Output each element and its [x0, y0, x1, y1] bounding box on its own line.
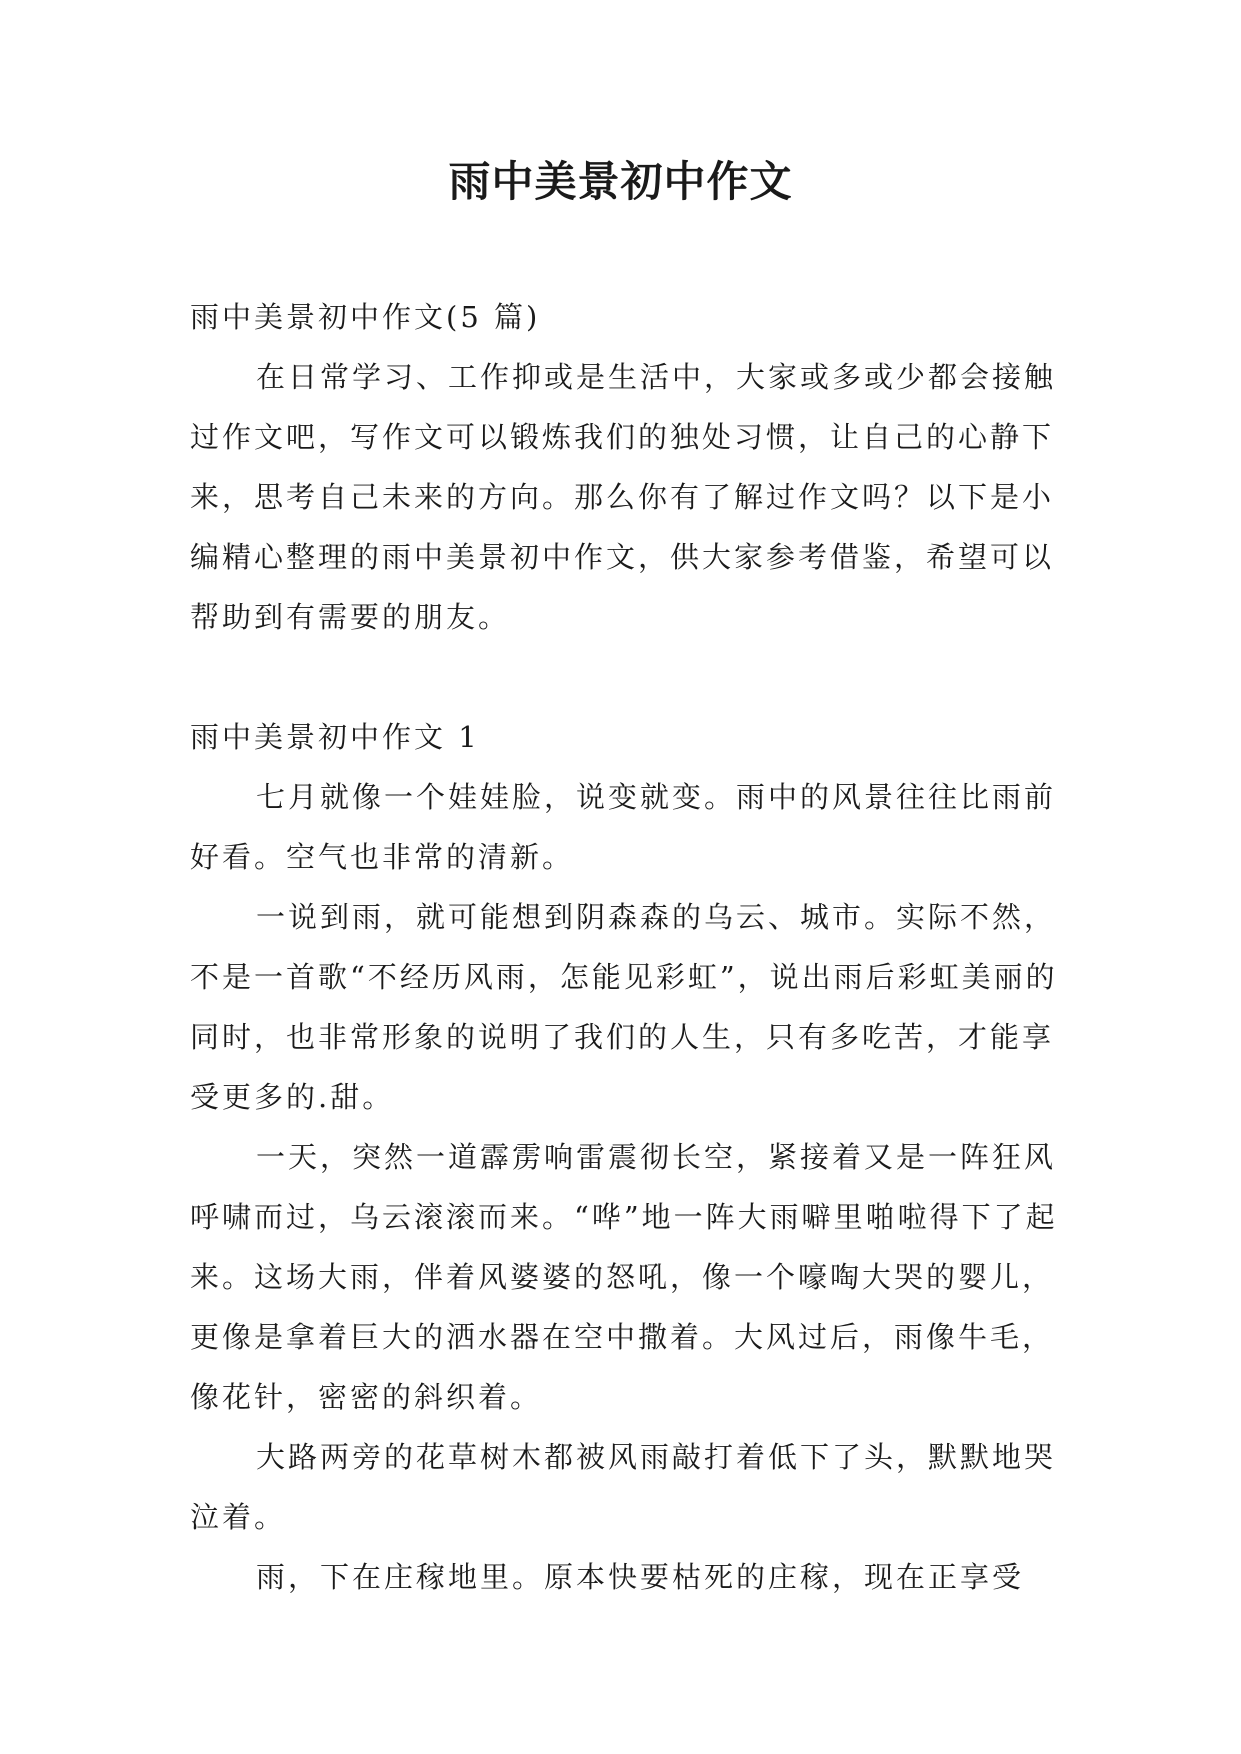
body-paragraph: 大路两旁的花草树木都被风雨敲打着低下了头，默默地哭泣着。: [190, 1440, 1057, 1534]
body-paragraph: 一说到雨，就可能想到阴森森的乌云、城市。实际不然，不是一首歌“不经历风雨，怎能见彩虹”，说出雨后彩虹美丽的同时，也非常形象的说明了我们的人生，只有多吃苦，才能享受更多的.甜。: [190, 900, 1058, 1114]
section-spacer: [190, 647, 1060, 707]
document-subtitle: 雨中美景初中作文(5 篇): [190, 300, 541, 334]
document-body: [190, 287, 1060, 1607]
section-heading: 雨中美景初中作文 1: [190, 720, 480, 754]
document-title: 雨中美景初中作文: [448, 157, 793, 206]
intro-paragraph: 在日常学习、工作抑或是生活中，大家或多或少都会接触过作文吧，写作文可以锻炼我们的独处习惯，让自己的心静下来，思考自己未来的方向。那么你有了解过作文吗？以下是小编精心整理的雨中美景初中作文，供大家参考借鉴，希望可以帮助到有需要的朋友。: [190, 360, 1057, 634]
body-paragraph: 七月就像一个娃娃脸，说变就变。雨中的风景往往比雨前好看。空气也非常的清新。: [190, 780, 1057, 874]
body-paragraph: 一天，突然一道霹雳响雷震彻长空，紧接着又是一阵狂风呼啸而过，乌云滚滚而来。“哗”地一阵大雨噼里啪啦得下了起来。这场大雨，伴着风婆婆的怒吼，像一个嚎啕大哭的婴儿，更像是拿着巨大的洒水器在空中撒着。大风过后，雨像牛毛，像花针，密密的斜织着。: [190, 1140, 1058, 1414]
body-paragraph: 雨，下在庄稼地里。原本快要枯死的庄稼，现在正享受: [256, 1560, 1025, 1594]
